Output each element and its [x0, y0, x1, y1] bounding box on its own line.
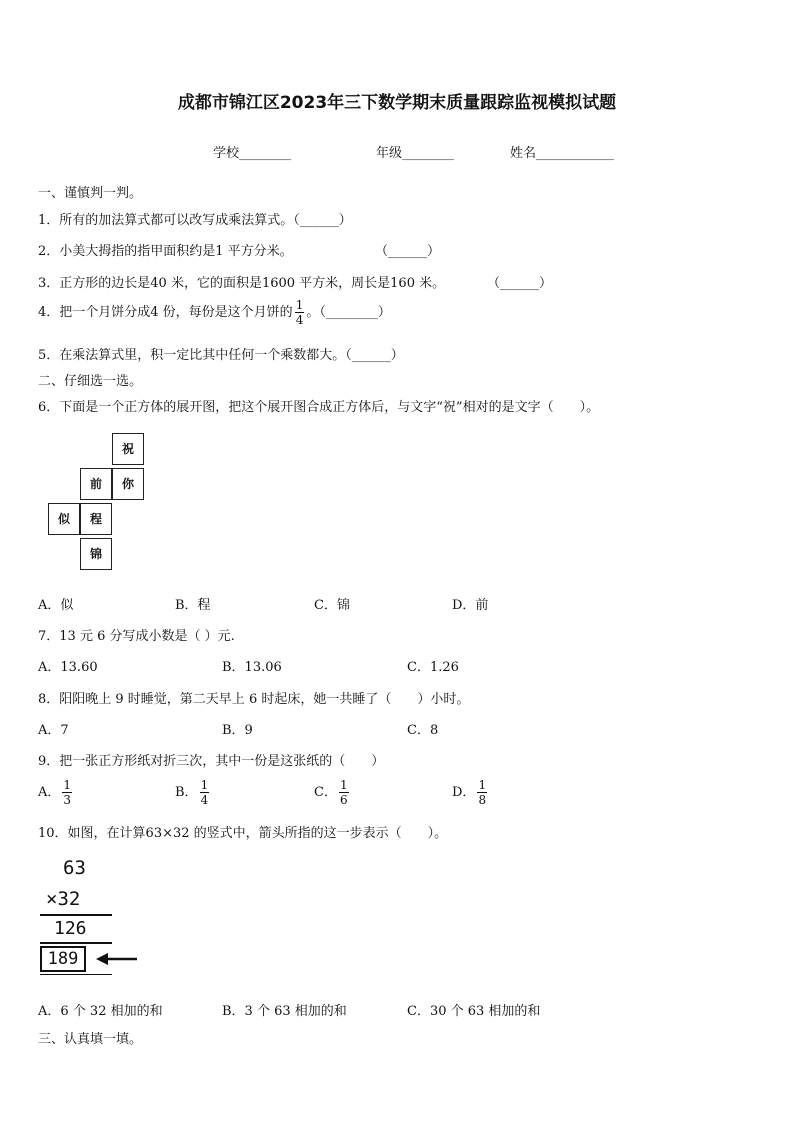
q7-option-b[interactable]: B．13.06	[222, 660, 282, 675]
fraction-numerator: 1	[295, 298, 304, 312]
q8-option-b[interactable]: B．9	[222, 723, 253, 738]
fraction-numerator: 1	[478, 778, 487, 792]
section3-heading: 三、认真填一填。	[38, 1032, 143, 1047]
calc-rule-1	[40, 914, 112, 916]
option-label: D．	[452, 785, 476, 800]
q6-option-a[interactable]: A．似	[38, 598, 74, 613]
calc-partial-1: 126	[54, 918, 87, 939]
option-label: A．	[38, 785, 61, 800]
option-label: C．	[314, 785, 337, 800]
q10-option-b[interactable]: B．3 个 63 相加的和	[222, 1004, 347, 1019]
section1-heading: 一、谨慎判一判。	[38, 186, 143, 201]
fraction-numerator: 1	[200, 778, 209, 792]
question-6: 6．下面是一个正方体的展开图，把这个展开图合成正方体后，与文字“祝”相对的是文字（ ）。	[38, 400, 600, 415]
fraction-denominator: 4	[200, 793, 209, 807]
net-cell-cheng: 程	[80, 503, 112, 535]
q8-option-c[interactable]: C．8	[407, 723, 439, 738]
q10-option-c[interactable]: C．30 个 63 相加的和	[407, 1004, 541, 1019]
left-arrow-icon	[96, 952, 138, 966]
calc-multiplier: ×32	[46, 888, 81, 910]
fraction-one-sixth	[339, 778, 349, 807]
q9-option-d[interactable]	[452, 778, 489, 807]
question-8: 8．阳阳晚上 9 时睡觉，第二天早上 6 时起床，她一共睡了（ ）小时。	[38, 692, 470, 707]
net-cell-qian: 前	[80, 468, 112, 500]
question-4-blank[interactable]: 。（________）	[306, 305, 391, 320]
question-9: 9．把一张正方形纸对折三次，其中一份是这张纸的（ ）	[38, 754, 385, 769]
question-1: 1．所有的加法算式都可以改写成乘法算式。（______）	[38, 213, 352, 228]
q7-option-c[interactable]: C．1.26	[407, 660, 459, 675]
question-3: 3．正方形的边长是40 米，它的面积是1600 平方米，周长是160 米。	[38, 276, 446, 291]
question-2-blank[interactable]: （______）	[375, 244, 441, 259]
net-cell-jin: 锦	[80, 538, 112, 570]
q6-option-d[interactable]: D．前	[452, 598, 489, 613]
q6-option-c[interactable]: C．锦	[314, 598, 350, 613]
fraction-denominator: 4	[295, 313, 304, 327]
q9-option-c[interactable]	[314, 778, 351, 807]
question-4-text: 4．把一个月饼分成4 份，每份是这个月饼的	[38, 305, 293, 320]
fraction-denominator: 3	[63, 793, 72, 807]
option-label: B．	[175, 785, 198, 800]
fraction-one-third	[62, 778, 72, 807]
grade-field[interactable]: 年级________	[376, 146, 455, 161]
school-field[interactable]: 学校________	[213, 146, 292, 161]
q10-option-a[interactable]: A．6 个 32 相加的和	[38, 1004, 163, 1019]
question-3-blank[interactable]: （______）	[487, 276, 553, 291]
name-field[interactable]: 姓名____________	[510, 146, 615, 161]
fraction-denominator: 8	[478, 793, 487, 807]
calc-top-number: 63	[63, 857, 86, 879]
net-cell-si: 似	[48, 503, 80, 535]
question-4	[38, 298, 391, 327]
net-cell-ni: 你	[112, 468, 144, 500]
calc-rule-3	[40, 974, 112, 975]
fraction-one-quarter	[295, 298, 305, 327]
fraction-denominator: 6	[339, 793, 348, 807]
fraction-one-quarter	[200, 778, 210, 807]
question-2: 2．小美大拇指的指甲面积约是1 平方分米。	[38, 244, 293, 259]
q7-option-a[interactable]: A．13.60	[38, 660, 98, 675]
q9-option-b[interactable]	[175, 778, 211, 807]
cube-net-figure	[45, 433, 155, 573]
fraction-numerator: 1	[339, 778, 348, 792]
fraction-numerator: 1	[63, 778, 72, 792]
section2-heading: 二、仔细选一选。	[38, 374, 143, 389]
net-cell-zhu: 祝	[112, 433, 144, 465]
question-5: 5．在乘法算式里，积一定比其中任何一个乘数都大。（______）	[38, 348, 404, 363]
q8-option-a[interactable]: A．7	[38, 723, 69, 738]
calc-rule-2	[40, 942, 112, 944]
page-title: 成都市锦江区2023年三下数学期末质量跟踪监视模拟试题	[177, 93, 617, 113]
question-10: 10．如图，在计算63×32 的竖式中，箭头所指的这一步表示（ ）。	[38, 826, 448, 841]
q6-option-b[interactable]: B．程	[175, 598, 211, 613]
calc-partial-2-boxed: 189	[40, 946, 86, 972]
fraction-one-eighth	[477, 778, 487, 807]
question-7: 7．13 元 6 分写成小数是（ ）元.	[38, 629, 235, 644]
multiplication-figure	[36, 855, 146, 985]
q9-option-a[interactable]	[38, 778, 74, 807]
